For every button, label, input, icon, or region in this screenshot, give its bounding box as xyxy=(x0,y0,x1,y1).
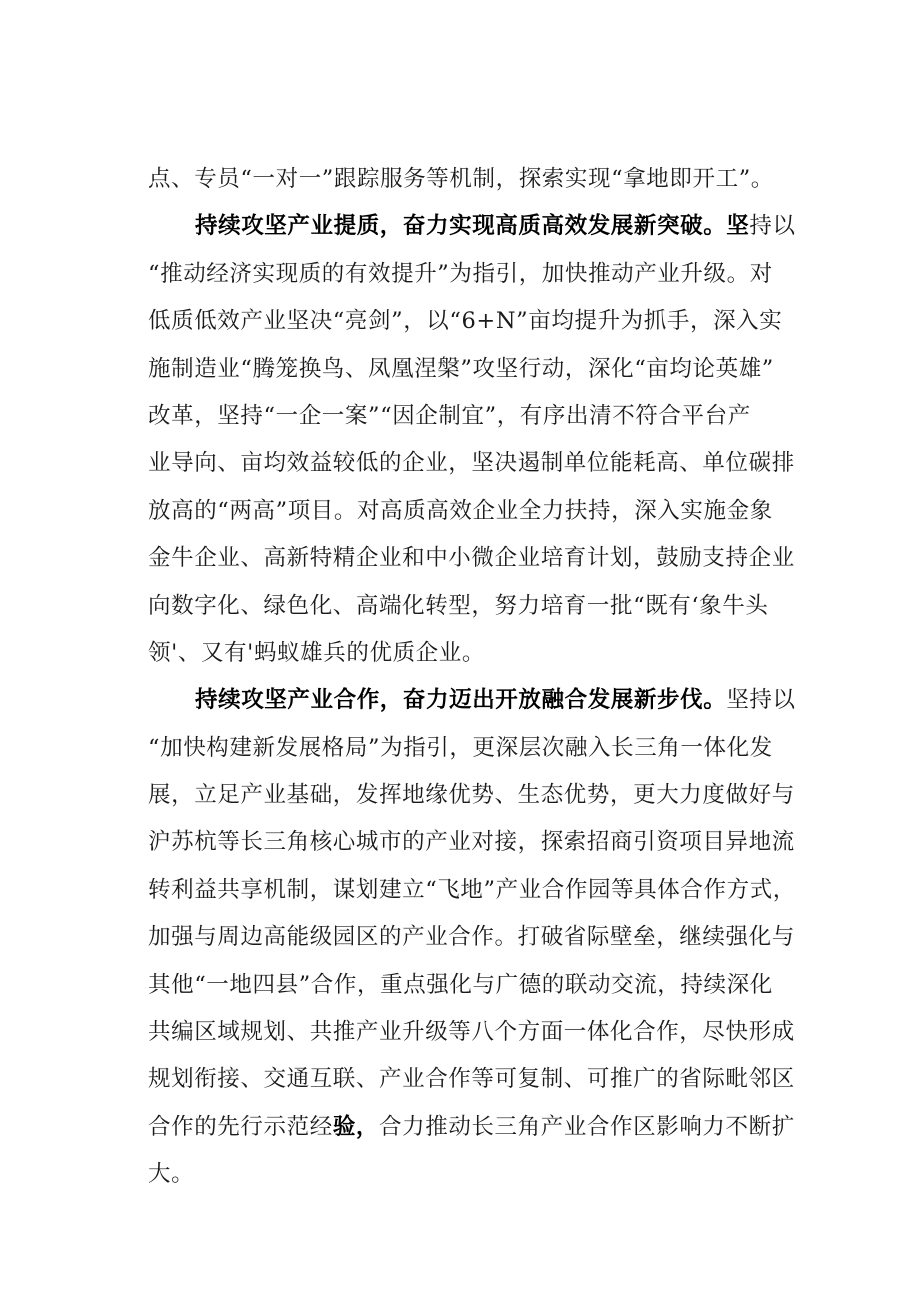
text-line xyxy=(148,630,808,677)
line-text: 加强与周边高能级园区的产业合作。打破省际壁垒，继续强化与 xyxy=(148,924,795,951)
line-text: 大。 xyxy=(148,1161,195,1188)
text-line xyxy=(148,772,808,819)
line-text: 低质低效产业坚决“亮剑”，以“6+N”亩均提升为抓手，深入实 xyxy=(148,308,783,335)
line-text: 向数字化、绿色化、高端化转型，努力培育一批“既有‘象牛头 xyxy=(148,592,769,619)
bold-fragment: 验， xyxy=(332,1113,380,1140)
line-text: 坚持以 xyxy=(726,687,796,714)
paragraph-heading-line xyxy=(148,203,808,250)
text-line xyxy=(148,914,808,961)
line-text: 持以 xyxy=(749,213,796,240)
line-text: 金牛企业、高新特精企业和中小微企业培育计划，鼓励支持企业 xyxy=(148,545,795,572)
line-text: 规划衔接、交通互联、产业合作等可复制、可推广的省际毗邻区 xyxy=(148,1066,795,1093)
text-line xyxy=(148,867,808,914)
line-text: 合力推动长三角产业合作区影响力不断扩 xyxy=(379,1113,795,1140)
line-text: “加快构建新发展格局”为指引，更深层次融入长三角一体化发 xyxy=(148,734,773,761)
text-line xyxy=(148,535,808,582)
text-line xyxy=(148,393,808,440)
line-text: 改革，坚持“一企一案”“因企制宜”，有序出清不符合平台产 xyxy=(148,402,751,429)
line-text: “推动经济实现质的有效提升”为指引，加快推动产业升级。对 xyxy=(148,260,773,287)
line-text: 沪苏杭等长三角核心城市的产业对接，探索招商引资项目异地流 xyxy=(148,829,795,856)
text-line xyxy=(148,1056,808,1103)
text-line xyxy=(148,819,808,866)
text-line xyxy=(148,298,808,345)
line-text: 点、专员“一对一”跟踪服务等机制，探索实现“拿地即开工”。 xyxy=(148,166,774,192)
line-text: 领'、又有'蚂蚁雄兵的优质企业。 xyxy=(148,639,485,666)
body-text xyxy=(148,156,808,1199)
text-line xyxy=(148,725,808,772)
text-line xyxy=(148,488,808,535)
text-line xyxy=(148,1151,808,1198)
text-line xyxy=(148,156,808,203)
paragraph-heading: 持续攻坚产业合作，奋力迈出开放融合发展新步伐。 xyxy=(195,687,727,714)
line-text: 放高的“两高”项目。对高质高效企业全力扶持，深入实施金象 xyxy=(148,497,773,524)
text-line xyxy=(148,251,808,298)
text-line xyxy=(148,583,808,630)
line-text: 其他“一地四县”合作，重点强化与广德的联动交流，持续深化 xyxy=(148,971,773,998)
line-text: 展，立足产业基础，发挥地缘优势、生态优势，更大力度做好与 xyxy=(148,782,795,809)
text-line xyxy=(148,962,808,1009)
text-line xyxy=(148,440,808,487)
line-text: 施制造业“腾笼换鸟、凤凰涅槃”攻坚行动，深化“亩均论英雄” xyxy=(148,355,774,382)
text-line xyxy=(148,1104,808,1151)
paragraph-heading: 持续攻坚产业提质，奋力实现高质高效发展新突破。坚 xyxy=(195,213,750,240)
text-line xyxy=(148,346,808,393)
line-text: 合作的先行示范经 xyxy=(148,1113,333,1140)
line-text: 转利益共享机制，谋划建立“飞地”产业合作园等具体合作方式， xyxy=(148,876,796,903)
text-line xyxy=(148,1009,808,1056)
line-text: 业导向、亩均效益较低的企业，坚决遏制单位能耗高、单位碳排 xyxy=(148,450,795,477)
line-text: 共编区域规划、共推产业升级等八个方面一体化合作，尽快形成 xyxy=(148,1019,795,1046)
paragraph-heading-line xyxy=(148,677,808,724)
